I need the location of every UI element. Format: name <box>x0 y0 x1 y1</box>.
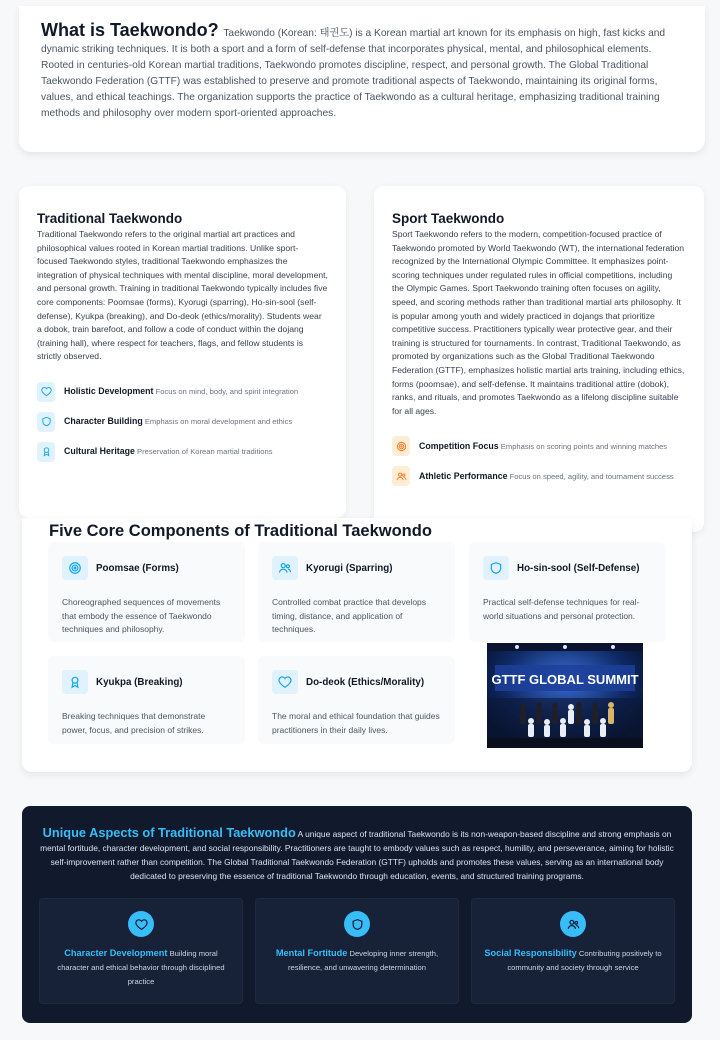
component-name: Ho-sin-sool (Self-Defense) <box>517 562 640 574</box>
feature-name: Cultural Heritage <box>64 446 135 457</box>
component-desc: Practical self-defense techniques for real-world situations and personal protection. <box>483 597 640 621</box>
feature-desc: Focus on speed, agility, and tournament success <box>509 471 674 481</box>
sport-card <box>374 186 704 532</box>
unique-intro <box>36 826 678 883</box>
unique-text: A unique aspect of traditional Taekwondo is its non-weapon-based discipline and strong emphasis on mental fortitude, character development, and social responsibility. Practitioners are taught to embody values such as respect, humility, and perseverance, aiming for holistic self-improvement rather than competition. The Global Traditional Taekwondo Federation (GTTF) upholds and promotes these values, serving as an international body dedicated to preserving the essence of traditional Taekwondo through education, events, and structured training programs. <box>40 829 674 881</box>
component-name: Do-deok (Ethics/Morality) <box>306 676 425 688</box>
unique-title: Unique Aspects of Traditional Taekwondo <box>42 825 296 840</box>
feature-name: Character Building <box>64 416 143 427</box>
traditional-card <box>19 186 346 518</box>
intro-title: What is Taekwondo? <box>41 20 219 40</box>
component-name: Kyukpa (Breaking) <box>96 676 183 688</box>
heart-icon <box>37 382 55 402</box>
aspect-desc: Building moral character and ethical behavior through disciplined practice <box>57 949 225 986</box>
component-poomsae <box>48 542 245 642</box>
aspect-desc: Contributing positively to community and society through service <box>507 949 662 972</box>
users-icon <box>392 466 410 486</box>
traditional-text: Traditional Taekwondo refers to the original martial art practices and philosophical values rooted in Korean martial traditions. Unlike sport-focused Taekwondo styles, traditional Taekwondo emphasizes the integration of physical techniques with mental discipline, moral development, and personal growth. Training in traditional Taekwondo typically includes five core components: Poomsae (forms), Kyorugi (sparring), Ho-sin-sool (self-defense), Kyukpa (breaking), and Do-deok (ethics/morality). Students wear a dobok, train barefoot, and follow a code of conduct within the dojang (training hall), where respect for teachers, flags, and fellow students is strictly observed. <box>37 229 328 362</box>
component-desc: The moral and ethical foundation that guides practitioners in their daily lives. <box>272 711 440 735</box>
feature-desc: Preservation of Korean martial traditions <box>137 447 273 457</box>
feature-athletic-performance <box>392 466 686 486</box>
aspect-name: Social Responsibility <box>484 948 577 958</box>
users-icon <box>272 556 298 580</box>
sport-text: Sport Taekwondo refers to the modern, competition-focused practice of Taekwondo promoted by World Taekwondo (WT), the international federation recognized by the International Olympic Committee. It emphasizes point-scoring techniques under regulated rules in official competitions, including the Olympic Games. Sport Taekwondo training often focuses on agility, speed, and scoring methods rather than traditional martial arts philosophy. It is popular among youth and widely practiced in dojangs that prioritize competitive success. Practitioners typically wear protective gear, and their training is structured for tournaments. In contrast, Traditional Taekwondo, as promoted by organizations such as the Global Traditional Taekwondo Federation (GTTF), emphasizes holistic martial arts training, including ethics, forms (poomsae), and self-defense. It maintains traditional attire (dobok), ranks, and rituals, and promotes Taekwondo as a lifelong discipline suitable for all ages. <box>392 229 685 416</box>
component-kyorugi <box>258 542 455 642</box>
intro-text: Taekwondo (Korean: 태권도) is a Korean martial art known for its emphasis on high, fast kicks and dynamic striking techniques. It is both a sport and a form of self-defense that incorporates physical, mental, and philosophical elements. Rooted in centuries-old Korean martial traditions, Taekwondo promotes discipline, respect, and personal growth. The Global Traditional Taekwondo Federation (GTTF) was established to preserve and promote traditional aspects of Taekwondo, maintaining its original forms, values, and ethical teachings. The organization supports the practice of Taekwondo as a cultural heritage, emphasizing traditional training methods and philosophy over modern sport-oriented approaches. <box>41 28 666 119</box>
component-desc: Controlled combat practice that develops timing, distance, and application of techniques. <box>272 597 427 634</box>
aspect-name: Character Development <box>64 948 168 958</box>
aspect-character-development <box>39 898 243 1004</box>
component-desc: Breaking techniques that demonstrate power, focus, and precision of strikes. <box>62 711 206 735</box>
feature-name: Athletic Performance <box>419 470 508 481</box>
component-desc: Choreographed sequences of movements that embody the essence of Taekwondo techniques and philosophy. <box>62 597 221 634</box>
traditional-feature-list <box>37 382 328 462</box>
photo-caption: GTTF GLOBAL SUMMIT <box>491 672 639 687</box>
aspect-desc: Developing inner strength, resilience, and unwavering determination <box>287 949 439 972</box>
intro-card <box>19 6 705 152</box>
shield-icon <box>483 556 509 580</box>
feature-cultural-heritage <box>37 442 328 462</box>
unique-aspects-card <box>22 806 692 1023</box>
feature-character-building <box>37 412 328 432</box>
aspect-social-responsibility <box>471 898 675 1004</box>
component-name: Kyorugi (Sparring) <box>306 562 393 574</box>
aspect-mental-fortitude <box>255 898 459 1004</box>
target-icon <box>62 556 88 580</box>
heart-icon <box>128 911 154 937</box>
feature-desc: Focus on mind, body, and spirit integration <box>155 387 299 397</box>
shield-icon <box>344 911 370 937</box>
award-icon <box>37 442 55 462</box>
traditional-title: Traditional Taekwondo <box>37 211 183 226</box>
shield-icon <box>37 412 55 432</box>
core-title: Five Core Components of Traditional Taekwondo <box>49 522 432 540</box>
feature-competition-focus <box>392 436 686 456</box>
intro-paragraph <box>41 22 683 122</box>
heart-icon <box>272 670 298 694</box>
sport-title: Sport Taekwondo <box>392 211 505 226</box>
feature-desc: Emphasis on scoring points and winning matches <box>500 441 668 451</box>
target-icon <box>392 436 410 456</box>
aspect-name: Mental Fortitude <box>275 948 348 958</box>
summit-photo <box>487 643 643 748</box>
sport-feature-list <box>392 436 686 486</box>
core-components-card <box>22 518 692 772</box>
feature-name: Holistic Development <box>64 386 154 397</box>
component-kyukpa <box>48 656 245 744</box>
feature-name: Competition Focus <box>419 440 499 451</box>
feature-desc: Emphasis on moral development and ethics <box>144 417 293 427</box>
component-name: Poomsae (Forms) <box>96 562 179 574</box>
award-icon <box>62 670 88 694</box>
component-do-deok <box>258 656 455 744</box>
component-ho-sin-sool <box>469 542 666 642</box>
feature-holistic-development <box>37 382 328 402</box>
users-icon <box>560 911 586 937</box>
